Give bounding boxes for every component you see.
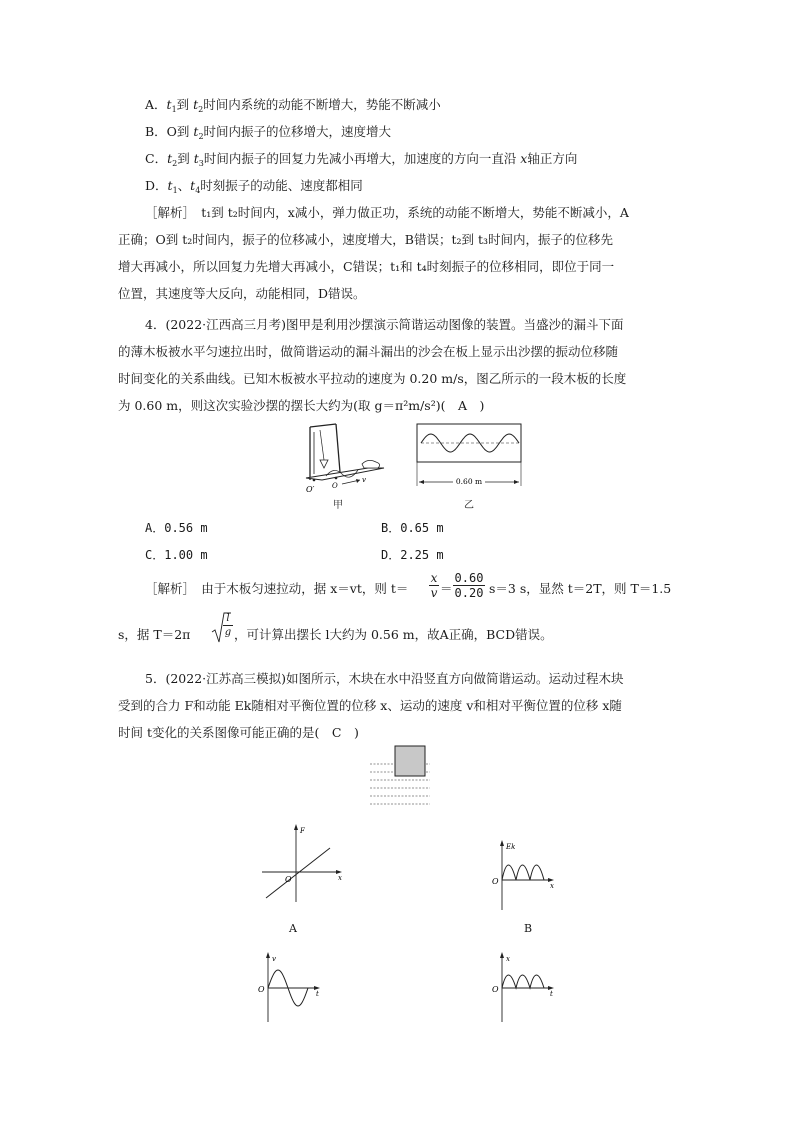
q3-analysis-line-1: ［解析］ t₁到 t₂时间内，x减小，弹力做正功，系统的动能不断增大，势能不断减小，A <box>145 205 629 220</box>
q4-stem-line-1: 4．(2022·江西高三月考)图甲是利用沙摆演示简谐运动图像的装置。当盛沙的漏斗下面 <box>145 317 624 332</box>
q4-option-a: A．0.56 m <box>145 521 208 535</box>
q4-option-b: B．0.65 m <box>381 521 444 535</box>
q4-option-d: D．2.25 m <box>381 548 444 562</box>
q4-analysis-line-2-post: ，可计算出摆长 l大约为 0.56 m，故A正确，BCD错误。 <box>234 627 553 642</box>
figure-yi-label: 乙 <box>464 500 474 511</box>
label-O-prime: O′ <box>306 485 315 494</box>
svg-text:v: v <box>272 955 276 963</box>
q3-analysis-line-4: 位置，其速度等大反向，动能相同，D错误。 <box>118 286 366 301</box>
q4-analysis-line-1-post: s＝3 s，显然 t＝2T，则 T＝1.5 <box>489 581 672 596</box>
q4-option-c: C．1.00 m <box>145 548 208 562</box>
q4-analysis-line-1-pre: ［解析］ 由于木板匀速拉动，据 x＝vt，则 t＝ <box>145 581 409 596</box>
graph-b-label: B <box>523 922 533 935</box>
svg-text:Ek: Ek <box>506 843 516 851</box>
q4-analysis-line-2-pre: s，据 T＝2π <box>118 627 191 642</box>
svg-text:O: O <box>492 985 499 994</box>
svg-text:x: x <box>506 955 510 963</box>
svg-text:O: O <box>285 875 292 884</box>
q3-analysis-line-2: 正确；O到 t₂时间内，振子的位移减小，速度增大，B错误；t₂到 t₃时间内，振子的位移先 <box>118 232 613 247</box>
q4-stem-line-4: 为 0.60 m，则这次实验沙摆的摆长大约为(取 g＝π²m/s²)( A ) <box>118 398 485 413</box>
q4-stem-line-2: 的薄木板被水平匀速拉出时，做简谐运动的漏斗漏出的沙会在板上显示出沙摆的振动位移随 <box>118 344 619 359</box>
graph-a-label: A <box>289 922 297 935</box>
figure-block-in-water <box>368 744 432 810</box>
label-v: v <box>362 476 366 484</box>
label-O: O <box>332 482 338 490</box>
svg-text:F: F <box>300 827 305 835</box>
q3-analysis-line-3: 增大再减小，所以回复力先增大再减小，C错误；t₁和 t₄时刻振子的位移相同，即位于同一 <box>118 259 615 274</box>
q4-stem-line-3: 时间变化的关系曲线。已知木板被水平拉动的速度为 0.20 m/s，图乙所示的一段木板的长度 <box>118 371 627 386</box>
figure-jia-label: 甲 <box>333 500 343 511</box>
q3-option-d: D．$t_1$、$t_4$时刻振子的动能、速度都相同 <box>145 178 363 195</box>
svg-text:O: O <box>258 985 265 994</box>
q3-option-b: B．O到 $t_2$时间内振子的位移增大，速度增大 <box>145 124 392 141</box>
q3-option-c: C．$t_2$到 $t_3$时间内振子的回复力先减小再增大，加速度的方向一直沿 x轴正方向 <box>145 151 578 168</box>
graph-d-displacement-vs-time <box>490 950 562 1024</box>
graph-b-kinetic-energy-vs-displacement <box>490 838 562 912</box>
svg-text:x: x <box>338 874 342 882</box>
frac-equals: ＝ <box>440 581 453 596</box>
frac-numeric: $\frac{0.60}{0.20}$ <box>454 571 484 600</box>
q5-stem-line-1: 5．(2022·江苏高三模拟)如图所示，木块在水中沿竖直方向做简谐运动。运动过程木块 <box>145 671 624 686</box>
q3-option-a: A．$t_1$到 $t_2$时间内系统的动能不断增大，势能不断减小 <box>145 97 441 114</box>
svg-text:x: x <box>550 882 554 890</box>
figure-yi-wave-board <box>415 420 525 490</box>
sqrt-fraction: $\frac{l}{g}$ <box>224 613 232 638</box>
svg-text:t: t <box>550 990 553 998</box>
graph-a-force-vs-displacement <box>258 822 348 904</box>
figure-jia-sand-pendulum <box>298 422 388 502</box>
q5-stem-line-2: 受到的合力 F和动能 Ek随相对平衡位置的位移 x、运动的速度 v和相对平衡位置的位移 x随 <box>118 698 622 713</box>
frac-x-over-v: $\frac{x}{v}$ <box>430 571 438 600</box>
length-label: 0.60 m <box>455 477 483 486</box>
svg-text:O: O <box>492 877 499 886</box>
graph-c-velocity-vs-time <box>256 950 328 1024</box>
q5-stem-line-3: 时间 t变化的关系图像可能正确的是( C ) <box>118 725 359 740</box>
svg-text:t: t <box>316 990 319 998</box>
